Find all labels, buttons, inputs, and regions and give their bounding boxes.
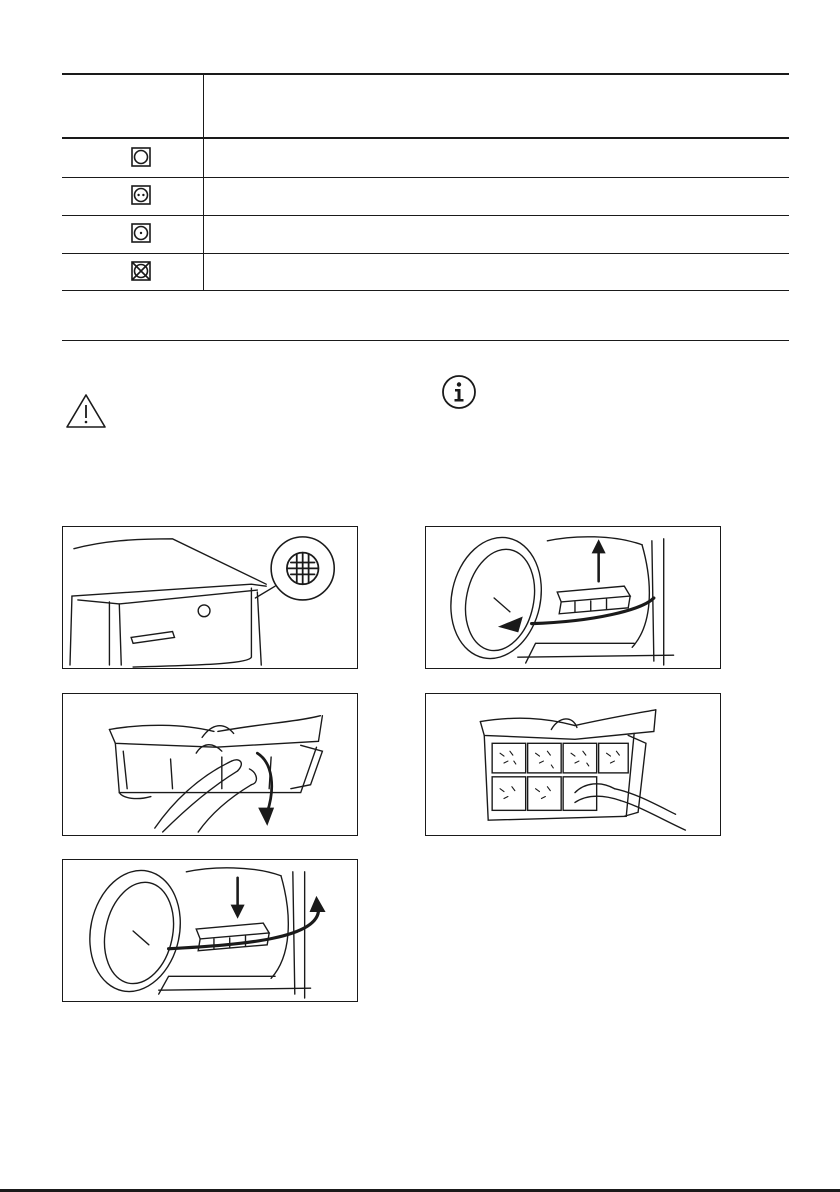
do-not-tumble-dry-icon (131, 261, 151, 281)
table-column-divider (203, 74, 204, 291)
figure-clean-filter (425, 693, 721, 836)
figure-dryer-filter-location (62, 526, 358, 669)
section-divider (62, 340, 789, 341)
table-header-rule (62, 137, 789, 139)
figure-insert-filter (62, 859, 358, 1002)
tumble-dry-high-heat-icon (131, 185, 151, 205)
figure-open-filter (62, 693, 358, 836)
tumble-dry-normal-icon (131, 147, 151, 167)
tumble-dry-low-heat-icon (131, 223, 151, 243)
table-row-rule (62, 215, 789, 216)
figure-remove-filter (425, 526, 721, 669)
table-row-rule (62, 177, 789, 178)
warning-triangle-icon (65, 393, 107, 429)
table-bottom-rule (62, 290, 789, 291)
table-row-rule (62, 253, 789, 254)
table-top-rule (62, 73, 789, 75)
information-icon (441, 374, 477, 410)
